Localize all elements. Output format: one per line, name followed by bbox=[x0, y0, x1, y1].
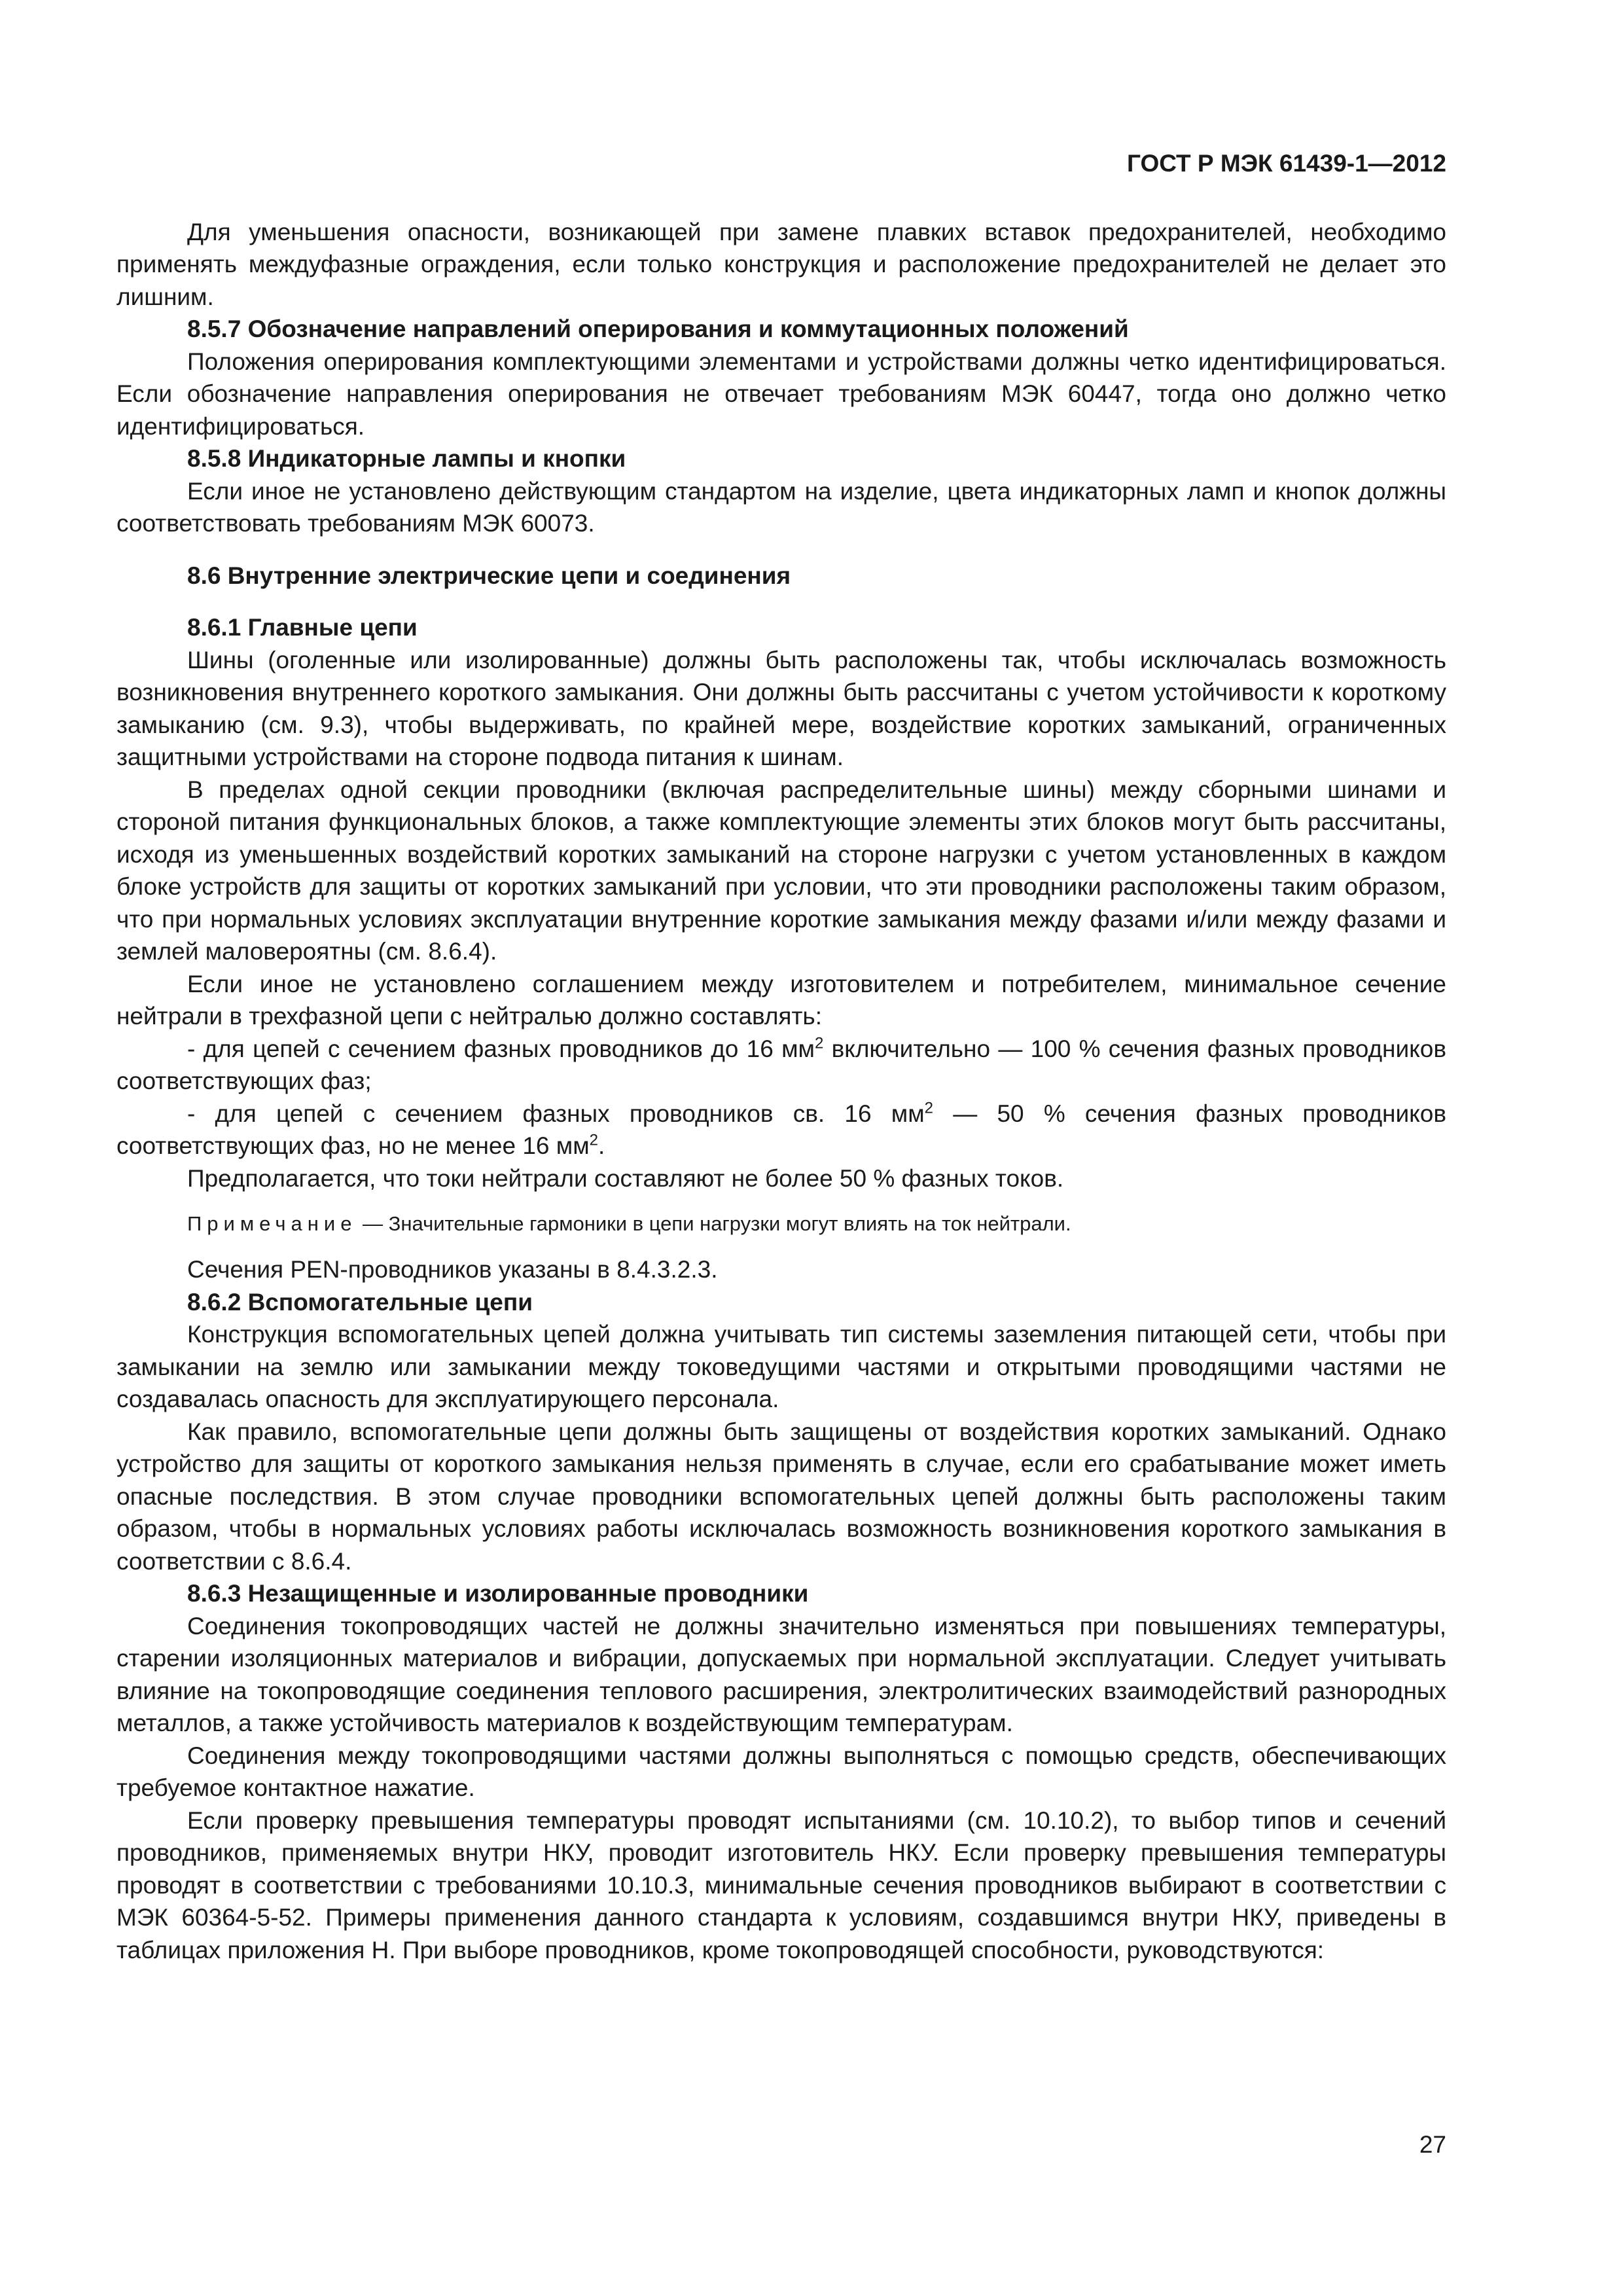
paragraph: Положения оперирования комплектующими элементами и устройствами должны четко идентифицироваться. Если обозначение направления оперирования не отвечает требованиям МЭК 60447, тогда оно должно четко идентифицироваться. bbox=[116, 348, 1446, 440]
section-heading: 8.6.3 Незащищенные и изолированные проводники bbox=[187, 1580, 809, 1607]
text-run: . bbox=[598, 1132, 605, 1159]
paragraph: Если иное не установлено действующим стандартом на изделие, цвета индикаторных ламп и кнопок должны соответствовать требованиям МЭК 60073. bbox=[116, 477, 1446, 537]
paragraph: В пределах одной секции проводники (включая распределительные шины) между сборными шинами и стороной питания функциональных блоков, а также комплектующие элементы этих блоков могут быть рассчитаны, исходя из уменьшенных воздействий коротких замыканий на стороне нагрузки с учетом установленных в каждом блоке устройств для защиты от коротких замыканий при условии, что эти проводники расположены таким образом, что при нормальных условиях эксплуатации внутренние короткие замыкания между фазами и/или между фазами и землей маловероятны (см. 8.6.4). bbox=[116, 776, 1446, 965]
superscript: 2 bbox=[814, 1034, 824, 1052]
paragraph: Шины (оголенные или изолированные) должны быть расположены так, чтобы исключалась возможность возникновения внутреннего короткого замыкания. Они должны быть рассчитаны с учетом устойчивости к короткому замыканию (см. 9.3), чтобы выдерживать, по крайней мере, воздействие коротких замыканий, ограниченных защитными устройствами на стороне подвода питания к шинам. bbox=[116, 646, 1446, 770]
note bbox=[116, 1209, 1446, 1239]
section-heading: 8.5.7 Обозначение направлений оперирования и коммутационных положений bbox=[187, 315, 1129, 342]
paragraph: Если проверку превышения температуры проводят испытаниями (см. 10.10.2), то выбор типов и сечений проводников, применяемых внутри НКУ, проводит изготовитель НКУ. Если проверку превышения температуры проводят в соответствии с требованиями 10.10.3, минимальные сечения проводников выбирают в соответствии с МЭК 60364-5-52. Примеры применения данного стандарта к условиям, создавшимся внутри НКУ, приведены в таблицах приложения Н. При выборе проводников, кроме токопроводящей способности, руководствуются: bbox=[116, 1806, 1446, 1964]
paragraph: Конструкция вспомогательных цепей должна учитывать тип системы заземления питающей сети, чтобы при замыкании на землю или замыкании между токоведущими частями и открытыми проводящими частями не создавалась опасность для эксплуатирующего персонала. bbox=[116, 1321, 1446, 1412]
text-run: включительно — 100 % сечения фазных проводников соответствующих фаз; bbox=[116, 1035, 1446, 1094]
superscript: 2 bbox=[924, 1099, 934, 1117]
paragraph: Предполагается, что токи нейтрали составляют не более 50 % фазных токов. bbox=[187, 1164, 1064, 1192]
section-heading: 8.6.2 Вспомогательные цепи bbox=[187, 1288, 533, 1316]
text-run: - для цепей с сечением фазных проводников св. 16 мм bbox=[187, 1100, 925, 1127]
paragraph: Соединения между токопроводящими частями должны выполняться с помощью средств, обеспечивающих требуемое контактное нажатие. bbox=[116, 1742, 1446, 1801]
paragraph bbox=[116, 1033, 1446, 1098]
page-number: 27 bbox=[1419, 2131, 1446, 2158]
paragraph: Сечения PEN-проводников указаны в 8.4.3.2.3. bbox=[187, 1256, 718, 1283]
paragraph: Если иное не установлено соглашением между изготовителем и потребителем, минимальное сечение нейтрали в трехфазной цепи с нейтралью должно составлять: bbox=[116, 970, 1446, 1030]
note-label: Примечание bbox=[187, 1212, 357, 1235]
paragraph: Как правило, вспомогательные цепи должны быть защищены от воздействия коротких замыканий. Однако устройство для защиты от короткого замыкания нельзя применять в случае, если его срабатывание может иметь опасные последствия. В этом случае проводники вспомогательных цепей должны быть расположены таким образом, чтобы в нормальных условиях работы исключалась возможность возникновения короткого замыкания в соответствии с 8.6.4. bbox=[116, 1418, 1446, 1575]
section-heading: 8.6 Внутренние электрические цепи и соединения bbox=[187, 562, 791, 589]
paragraph bbox=[116, 1098, 1446, 1162]
text-run: - для цепей с сечением фазных проводников до 16 мм bbox=[187, 1035, 815, 1062]
document-header: ГОСТ Р МЭК 61439-1—2012 bbox=[1126, 150, 1446, 177]
section-heading: 8.5.8 Индикаторные лампы и кнопки bbox=[187, 445, 626, 472]
section-heading: 8.6.1 Главные цепи bbox=[187, 614, 418, 641]
document-body bbox=[116, 216, 1446, 1967]
text-run: — 50 % сечения фазных проводников соответствующих фаз, но не менее 16 мм bbox=[116, 1100, 1446, 1159]
paragraph: Для уменьшения опасности, возникающей при замене плавких вставок предохранителей, необходимо применять междуфазные ограждения, если только конструкция и расположение предохранителей не делает это лишним. bbox=[116, 218, 1446, 310]
note-text: — Значительные гармоники в цепи нагрузки могут влиять на ток нейтрали. bbox=[357, 1212, 1071, 1235]
superscript: 2 bbox=[589, 1131, 599, 1149]
paragraph: Соединения токопроводящих частей не должны значительно изменяться при повышениях температуры, старении изоляционных материалов и вибрации, допускаемых при нормальной эксплуатации. Следует учитывать влияние на токопроводящие соединения теплового расширения, электролитических взаимодействий разнородных металлов, а также устойчивость материалов к воздействующим температурам. bbox=[116, 1612, 1446, 1736]
